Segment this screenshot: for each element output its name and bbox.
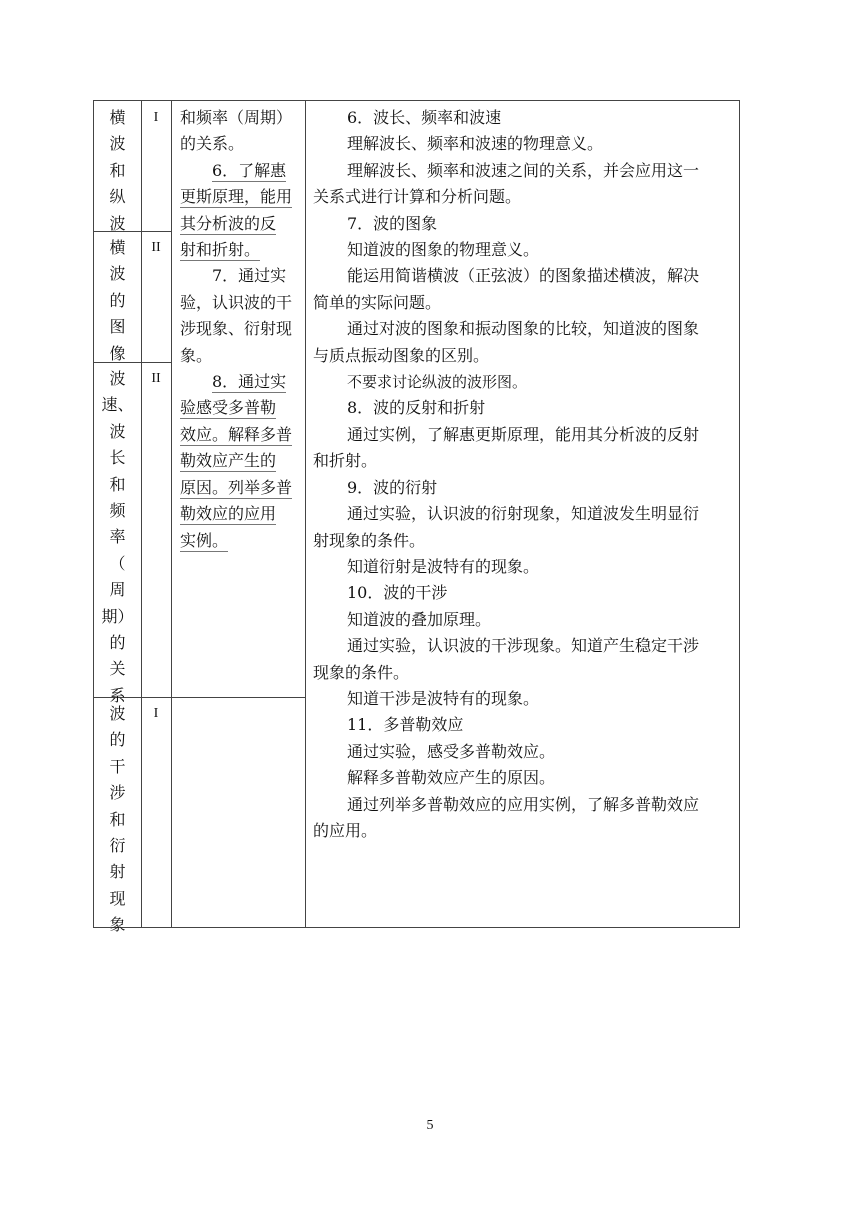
topic-char: 波	[109, 213, 126, 233]
topic-char: 频	[109, 500, 126, 520]
topic-char: 系	[109, 685, 126, 705]
requirement-text: 效应。解释多普	[180, 424, 293, 444]
requirement-line	[180, 528, 306, 554]
requirement-line	[180, 316, 306, 342]
topic-char: 波	[109, 704, 126, 723]
requirement-text: 原因。列举多普	[180, 477, 293, 497]
content-line: 知道衍射是波特有的现象。	[347, 556, 540, 576]
requirement-line	[180, 263, 306, 289]
requirement-text: 8．通过实	[212, 372, 287, 392]
requirement-line	[180, 475, 306, 501]
page-number: 5	[426, 1118, 434, 1133]
requirement-line	[180, 395, 306, 421]
content-line: 知道干涉是波特有的现象。	[347, 688, 540, 708]
requirement-line	[180, 369, 306, 395]
topic-cell	[94, 701, 141, 939]
topic-char: 图	[109, 317, 126, 337]
topic-char: 期）	[101, 606, 134, 626]
topic-char: 长	[109, 448, 126, 468]
content-line: 理解波长、频率和波速的物理意义。	[347, 134, 604, 154]
requirement-text: 7．通过实	[212, 266, 287, 286]
topic-char: 现	[109, 888, 126, 908]
content-line: 8．波的反射和折射	[347, 398, 486, 418]
content-line: 通过实例，了解惠更斯原理，能用其分析波的反射	[347, 424, 700, 444]
topic-char: 横	[109, 238, 126, 257]
topic-char: 像	[109, 343, 126, 363]
topic-char: 和	[109, 809, 126, 829]
level-cell: II	[151, 371, 161, 386]
topic-char: 的	[109, 290, 126, 310]
content-line: 关系式进行计算和分析问题。	[313, 187, 522, 207]
content-line: 通过实验，认识波的衍射现象，知道波发生明显衍	[347, 504, 700, 524]
content-line: 现象的条件。	[313, 662, 410, 682]
topic-char: 衍	[109, 835, 126, 855]
column-divider	[141, 101, 142, 927]
requirement-text: 勒效应产生的	[180, 451, 277, 471]
topic-char: （	[109, 553, 126, 573]
topic-cell	[94, 235, 141, 367]
requirement-line	[180, 448, 306, 474]
requirement-line	[180, 290, 306, 316]
row-divider	[171, 697, 305, 698]
topic-cell	[94, 105, 141, 237]
topic-char: 关	[109, 659, 126, 679]
requirement-text: 涉现象、衍射现	[180, 319, 293, 339]
content-line: 7．波的图象	[347, 213, 438, 233]
requirement-text: 勒效应的应用	[180, 504, 277, 524]
topic-char: 波	[109, 264, 126, 284]
content-line: 知道波的图象的物理意义。	[347, 240, 540, 260]
topic-char: 的	[109, 730, 126, 750]
requirement-text: 实例。	[180, 530, 229, 550]
topic-char: 波	[109, 369, 126, 388]
topic-char: 速、	[101, 395, 134, 415]
requirement-line	[180, 184, 306, 210]
requirement-text: 其分析波的反	[180, 213, 277, 233]
topic-char: 波	[109, 134, 126, 154]
topic-char: 和	[109, 160, 126, 180]
requirement-text: 验，认识波的干	[180, 292, 293, 312]
topic-char: 射	[109, 862, 126, 882]
requirement-text: 6．了解惠	[212, 160, 287, 180]
topic-char: 和	[109, 474, 126, 494]
requirement-text: 的关系。	[180, 134, 245, 154]
level-cell: I	[153, 706, 159, 721]
content-line: 的应用。	[313, 820, 378, 840]
topic-char: 率	[109, 527, 126, 547]
content-line: 理解波长、频率和波速之间的关系，并会应用这一	[347, 160, 700, 180]
content-line: 通过对波的图象和振动图象的比较，知道波的图象	[347, 319, 700, 339]
content-line: 射现象的条件。	[313, 530, 426, 550]
syllabus-table	[93, 100, 740, 935]
content-line: 10．波的干涉	[347, 583, 448, 603]
topic-char: 波	[109, 421, 126, 441]
topic-char: 横	[109, 108, 126, 127]
requirement-text: 更斯原理，能用	[180, 187, 293, 207]
content-line: 通过实验，感受多普勒效应。	[347, 741, 556, 761]
requirement-text: 验感受多普勒	[180, 398, 277, 418]
content-line: 和折射。	[313, 451, 378, 471]
content-line: 通过实验，认识波的干涉现象。知道产生稳定干涉	[347, 636, 700, 656]
column-divider	[171, 101, 172, 927]
requirement-line	[180, 131, 306, 157]
topic-char: 纵	[109, 187, 126, 207]
requirements-column	[180, 105, 306, 554]
requirement-text: 射和折射。	[180, 240, 261, 260]
content-line: 通过列举多普勒效应的应用实例，了解多普勒效应	[347, 794, 700, 814]
content-line: 11．多普勒效应	[347, 715, 464, 735]
content-line: 能运用简谐横波（正弦波）的图象描述横波，解决	[347, 266, 700, 286]
topic-char: 涉	[109, 783, 126, 803]
content-line: 知道波的叠加原理。	[347, 609, 492, 629]
content-line: 与质点振动图象的区别。	[313, 345, 490, 365]
level-cell: I	[153, 110, 159, 125]
content-line: 简单的实际问题。	[313, 292, 442, 312]
topic-char: 周	[109, 580, 126, 600]
requirement-line	[180, 158, 306, 184]
requirement-text: 象。	[180, 345, 213, 365]
requirement-line	[180, 422, 306, 448]
topic-cell	[94, 366, 141, 709]
requirement-line	[180, 501, 306, 527]
requirement-line	[180, 105, 306, 131]
content-line: 不要求讨论纵波的波形图。	[347, 373, 528, 392]
topic-char: 干	[109, 756, 126, 776]
requirement-text: 和频率（周期）	[180, 108, 293, 127]
content-line: 9．波的衍射	[347, 477, 438, 497]
content-column	[313, 105, 733, 844]
requirement-line	[180, 211, 306, 237]
content-line: 解释多普勒效应产生的原因。	[347, 768, 556, 788]
requirement-line	[180, 343, 306, 369]
topic-char: 的	[109, 632, 126, 652]
topic-char: 象	[109, 915, 126, 935]
requirement-line	[180, 237, 306, 263]
level-cell: II	[151, 240, 161, 255]
content-line: 6．波长、频率和波速	[347, 108, 502, 127]
